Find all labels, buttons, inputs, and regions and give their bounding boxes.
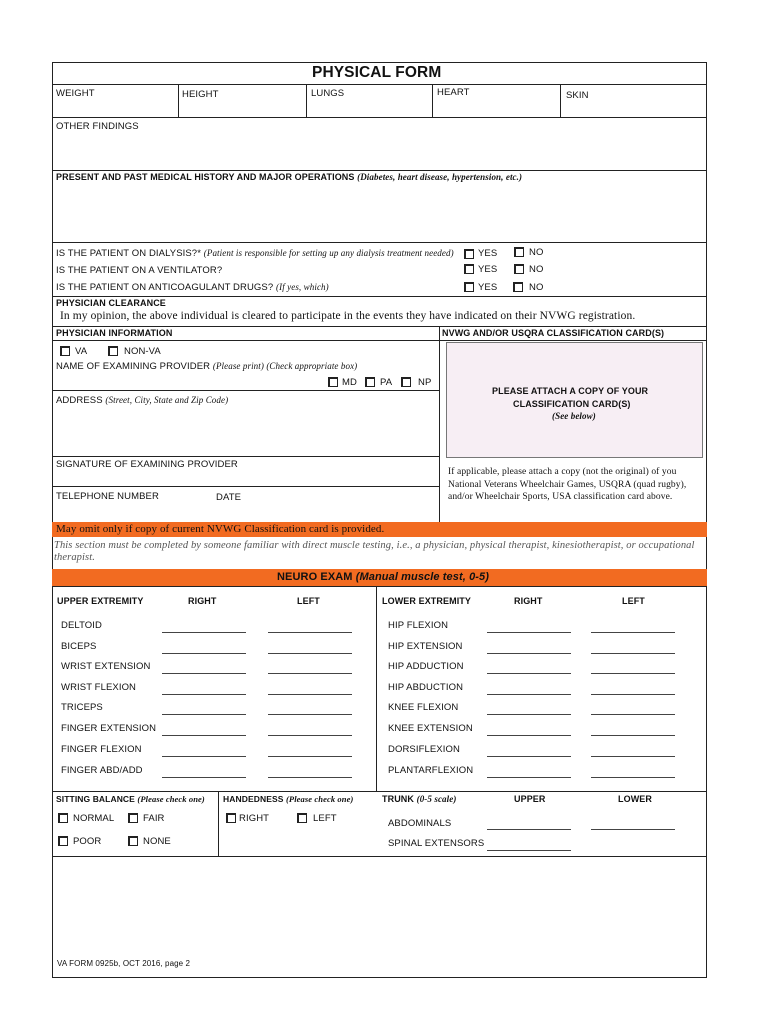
lower-row-label: KNEE FLEXION [388, 702, 459, 713]
dialysis-question: IS THE PATIENT ON DIALYSIS?* (Patient is responsible for setting up any dialysis treatment needed) [56, 248, 454, 259]
classification-heading: NVWG AND/OR USQRA CLASSIFICATION CARD(S) [442, 328, 665, 338]
handedness-right-checkbox[interactable] [226, 813, 236, 823]
balance-poor-checkbox[interactable] [58, 836, 68, 846]
comments-area[interactable] [56, 860, 701, 972]
lower-left-score-line[interactable] [591, 714, 675, 715]
lower-left-score-line[interactable] [591, 673, 675, 674]
lower-right-score-line[interactable] [487, 735, 571, 736]
lower-left-score-line[interactable] [591, 777, 675, 778]
upper-row-label: FINGER ABD/ADD [61, 765, 143, 776]
lower-left-score-line[interactable] [591, 735, 675, 736]
lower-row-label: KNEE EXTENSION [388, 723, 473, 734]
va-label: VA [75, 346, 88, 357]
ventilator-question: IS THE PATIENT ON A VENTILATOR? [56, 265, 223, 276]
upper-left-score-line[interactable] [268, 735, 352, 736]
upper-left-heading: LEFT [297, 596, 320, 606]
upper-right-heading: RIGHT [188, 596, 217, 606]
lower-row-label: HIP ADDUCTION [388, 661, 464, 672]
lower-right-score-line[interactable] [487, 714, 571, 715]
upper-right-score-line[interactable] [162, 694, 246, 695]
pa-checkbox[interactable] [365, 377, 375, 387]
no-label: NO [529, 247, 544, 258]
page-title: PHYSICAL FORM [312, 64, 442, 81]
no-label: NO [529, 282, 544, 293]
provider-name-label: NAME OF EXAMINING PROVIDER (Please print) (Check appropriate box) [56, 361, 358, 372]
upper-left-score-line[interactable] [268, 714, 352, 715]
ventilator-no-checkbox[interactable] [514, 264, 524, 274]
handedness-left-label: LEFT [313, 813, 337, 824]
handedness-right-label: RIGHT [239, 813, 270, 824]
abdominals-upper-line[interactable] [487, 829, 571, 830]
anticoagulant-question: IS THE PATIENT ON ANTICOAGULANT DRUGS? (If yes, which) [56, 282, 329, 293]
provider-name-field[interactable] [56, 372, 316, 386]
height-field[interactable]: HEIGHT [182, 89, 219, 100]
trunk-heading: TRUNK (0-5 scale) [382, 794, 457, 804]
handedness-left-checkbox[interactable] [297, 813, 307, 823]
lower-row-label: HIP EXTENSION [388, 641, 463, 652]
lower-left-score-line[interactable] [591, 756, 675, 757]
balance-normal-label: NORMAL [73, 813, 115, 824]
lower-extremity-heading: LOWER EXTREMITY [382, 596, 471, 606]
upper-row-label: FINGER FLEXION [61, 744, 142, 755]
classification-box-line1: PLEASE ATTACH A COPY OF YOUR [492, 386, 649, 396]
history-area[interactable] [56, 184, 696, 240]
lower-right-score-line[interactable] [487, 694, 571, 695]
lower-right-score-line[interactable] [487, 632, 571, 633]
classification-note-line1: If applicable, please attach a copy (not the original) of you [448, 467, 677, 477]
upper-right-score-line[interactable] [162, 735, 246, 736]
other-findings-field[interactable]: OTHER FINDINGS [56, 121, 139, 132]
upper-row-label: WRIST EXTENSION [61, 661, 151, 672]
dialysis-no-checkbox[interactable] [514, 247, 524, 257]
form-footer: VA FORM 0925b, OCT 2016, page 2 [57, 959, 191, 968]
trunk-row-label: SPINAL EXTENSORS [388, 838, 485, 849]
omit-banner-text: May omit only if copy of current NVWG Classification card is provided. [56, 523, 385, 535]
non-va-label: NON-VA [124, 346, 161, 357]
abdominals-lower-line[interactable] [591, 829, 675, 830]
trunk-lower-heading: LOWER [618, 794, 652, 804]
upper-left-score-line[interactable] [268, 694, 352, 695]
classification-box-line3: (See below) [552, 411, 596, 421]
address-label: ADDRESS (Street, City, State and Zip Code) [56, 395, 229, 406]
trunk-upper-heading: UPPER [514, 794, 546, 804]
lower-right-score-line[interactable] [487, 777, 571, 778]
classification-note-line2: National Veterans Wheelchair Games, USQRA (quad rugby), [448, 480, 687, 490]
clearance-heading: PHYSICIAN CLEARANCE [56, 298, 166, 308]
skin-field[interactable]: SKIN [566, 90, 589, 101]
upper-right-score-line[interactable] [162, 632, 246, 633]
clearance-statement: In my opinion, the above individual is cleared to participate in the events they have indicated on their NVWG registration. [60, 310, 636, 322]
upper-right-score-line[interactable] [162, 714, 246, 715]
upper-extremity-heading: UPPER EXTREMITY [57, 596, 144, 606]
telephone-label[interactable]: TELEPHONE NUMBER [56, 491, 159, 502]
lower-right-score-line[interactable] [487, 673, 571, 674]
heart-field[interactable]: HEART [437, 87, 470, 98]
balance-poor-label: POOR [73, 836, 102, 847]
trunk-row-label: ABDOMINALS [388, 818, 452, 829]
balance-normal-checkbox[interactable] [58, 813, 68, 823]
np-label: NP [418, 377, 432, 388]
address-field[interactable] [56, 408, 434, 456]
yes-label: YES [478, 264, 498, 275]
anticoagulant-yes-checkbox[interactable] [464, 282, 474, 292]
lower-row-label: PLANTARFLEXION [388, 765, 474, 776]
lungs-field[interactable]: LUNGS [311, 88, 345, 99]
upper-row-label: FINGER EXTENSION [61, 723, 157, 734]
upper-left-score-line[interactable] [268, 673, 352, 674]
classification-note-line3: and/or Wheelchair Sports, USA classification card above. [448, 492, 673, 502]
upper-left-score-line[interactable] [268, 777, 352, 778]
anticoagulant-no-checkbox[interactable] [513, 282, 523, 292]
lower-row-label: HIP ABDUCTION [388, 682, 464, 693]
md-label: MD [342, 377, 357, 388]
balance-none-label: NONE [143, 836, 171, 847]
signature-field[interactable] [56, 471, 434, 485]
section-note-line1: This section must be completed by someone familiar with direct muscle testing, i.e., a physician, physical therapist, kinesiotherapist, or occupational [54, 540, 695, 551]
np-checkbox[interactable] [401, 377, 411, 387]
spinal-extensors-upper-line[interactable] [487, 850, 571, 851]
lower-row-label: DORSIFLEXION [388, 744, 460, 755]
balance-fair-label: FAIR [143, 813, 165, 824]
balance-none-checkbox[interactable] [128, 836, 138, 846]
signature-label: SIGNATURE OF EXAMINING PROVIDER [56, 459, 238, 470]
yes-label: YES [478, 248, 498, 259]
lower-right-heading: RIGHT [514, 596, 543, 606]
lower-left-score-line[interactable] [591, 653, 675, 654]
upper-right-score-line[interactable] [162, 673, 246, 674]
physician-info-heading: PHYSICIAN INFORMATION [56, 328, 173, 338]
no-label: NO [529, 264, 544, 275]
lower-right-score-line[interactable] [487, 653, 571, 654]
upper-right-score-line[interactable] [162, 653, 246, 654]
lower-row-label: HIP FLEXION [388, 620, 449, 631]
weight-field[interactable]: WEIGHT [56, 88, 95, 99]
lower-right-score-line[interactable] [487, 756, 571, 757]
upper-right-score-line[interactable] [162, 777, 246, 778]
upper-row-label: TRICEPS [61, 702, 103, 713]
classification-box-line2: CLASSIFICATION CARD(S) [513, 399, 631, 409]
lower-left-score-line[interactable] [591, 694, 675, 695]
neuro-exam-heading: NEURO EXAM (Manual muscle test, 0-5) [277, 571, 490, 583]
lower-left-heading: LEFT [622, 596, 645, 606]
dialysis-yes-checkbox[interactable] [464, 249, 474, 259]
history-label: PRESENT AND PAST MEDICAL HISTORY AND MAJOR OPERATIONS (Diabetes, heart disease, hypertension, etc.) [56, 172, 523, 182]
upper-left-score-line[interactable] [268, 632, 352, 633]
upper-row-label: WRIST FLEXION [61, 682, 137, 693]
upper-row-label: DELTOID [61, 620, 102, 631]
balance-fair-checkbox[interactable] [128, 813, 138, 823]
ventilator-yes-checkbox[interactable] [464, 264, 474, 274]
lower-left-score-line[interactable] [591, 632, 675, 633]
upper-row-label: BICEPS [61, 641, 97, 652]
yes-label: YES [478, 282, 498, 293]
upper-left-score-line[interactable] [268, 653, 352, 654]
upper-left-score-line[interactable] [268, 756, 352, 757]
upper-right-score-line[interactable] [162, 756, 246, 757]
date-label[interactable]: DATE [216, 492, 242, 503]
va-checkbox[interactable] [60, 346, 70, 356]
pa-label: PA [380, 377, 393, 388]
sitting-balance-heading: SITTING BALANCE (Please check one) [56, 794, 205, 804]
md-checkbox[interactable] [328, 377, 338, 387]
handedness-heading: HANDEDNESS (Please check one) [223, 794, 354, 804]
non-va-checkbox[interactable] [108, 346, 118, 356]
section-note-line2: therapist. [54, 552, 95, 563]
